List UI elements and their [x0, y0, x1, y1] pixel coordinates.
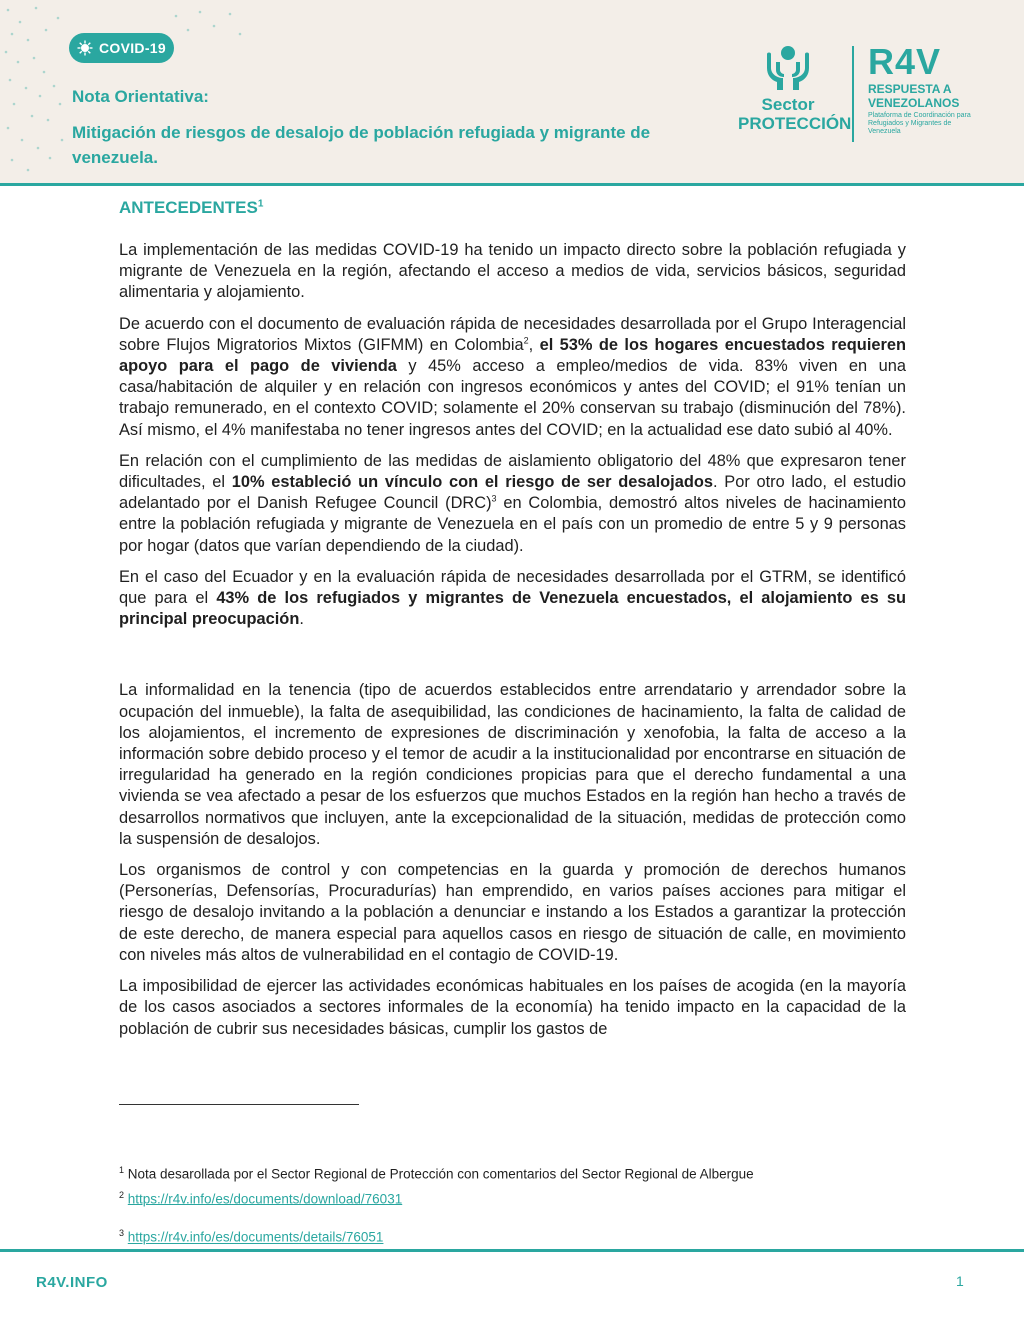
paragraph-3-text-c: en Colombia, demostró altos niveles de hacinamiento entre la población refugiada y migrante de Venezuela en el país con un promedio de entre 5 y 9 personas por hogar (datos que varían dependiendo de la ciudad). — [119, 494, 906, 555]
r4v-tagline-1: RESPUESTA A — [868, 82, 952, 96]
footnote-ref-3: 3 — [491, 493, 497, 504]
paragraph-3 — [119, 451, 906, 557]
r4v-logo — [868, 41, 978, 136]
covid-badge — [69, 33, 174, 63]
nota-title: Nota Orientativa: — [72, 87, 209, 106]
r4v-small-text: Plataforma de Coordinación para Refugiados y Migrantes de Venezuela — [868, 112, 971, 135]
paragraph-2-highlight: el 53% de los hogares encuestados requieren apoyo para el pago de vivienda — [119, 335, 906, 376]
section-heading-text: ANTECEDENTES — [119, 198, 258, 217]
footnote-2-link[interactable]: https://r4v.info/es/documents/download/76031 — [127, 1191, 403, 1206]
virus-icon — [77, 40, 93, 56]
footnote-ref-2: 2 — [523, 335, 529, 346]
footnote-separator — [119, 1104, 359, 1105]
paragraph-2-text-a: De acuerdo con el documento de evaluación rápida de necesidades desarrollada por el Grupo Interagencial sobre Flujos Migratorios Mixtos (GIFMM) en Colombia — [119, 314, 906, 354]
paragraph-6: Los organismos de control y con competencias en la guarda y promoción de derechos humanos (Personerías, Defensorías, Procuradurías) han emprendido, en varios países acciones para mitigar el riesgo de desalojo invitando a la población a denunciar e instando a los Estados a garantizar la protección de este derecho, de manera especial para aquellos casos en riesgo de situación de calle, en movimiento con niveles más altos de vulnerabilidad en el contagio de COVID-19. — [119, 861, 906, 964]
page-number: 1 — [956, 1273, 964, 1289]
paragraph-1: La implementación de las medidas COVID-19 ha tenido un impacto directo sobre la población refugiada y migrante de Venezuela en la región, afectando el acceso a medios de vida, servicios básicos, seguridad alimentaria y alojamiento. — [119, 241, 906, 302]
paragraph-2-text-c: y 45% acceso a empleo/medios de vida. 83% viven en una casa/habitación de alquiler y en relación con ingresos económicos y antes del COVID; el 91% tenían un trabajo remunerado, en el contexto COVID; solamente el 20% conservan su trabajo (disminución del 78%). Así mismo, el 4% manifestaba no tener ingresos antes del COVID; en la actualidad ese dato subió al 40%. — [119, 357, 906, 439]
footnote-1 — [119, 1160, 906, 1185]
paragraph-7: La imposibilidad de ejercer las actividades económicas habituales en los países de acogida (en la mayoría de los casos asociados a sectores informales de la economía) ha tenido impacto en la capacidad de la población de cubrir sus necesidades básicas, cumplir los gastos de — [119, 977, 906, 1038]
paragraph-4 — [119, 567, 906, 631]
footer-brand: R4V.INFO — [36, 1274, 108, 1291]
footer-rule — [0, 1249, 1024, 1252]
paragraph-3-text-b: . Por otro lado, el estudio adelantado por el Danish Refugee Council (DRC) — [119, 473, 907, 513]
footnote-2-number: 2 — [119, 1189, 125, 1200]
footnotes — [119, 1160, 906, 1248]
nota-subtitle: Mitigación de riesgos de desalojo de población refugiada y migrante de venezuela. — [72, 123, 651, 167]
hands-heart-icon — [763, 44, 813, 92]
paragraph-3-highlight: 10% estableció un vínculo con el riesgo de ser desalojados — [231, 473, 713, 492]
paragraph-4-highlight: 43% de los refugiados y migrantes de Venezuela encuestados, el alojamiento es su principal preocupación — [119, 589, 906, 629]
paragraph-4-text-b: . — [299, 610, 304, 629]
sector-logo-line1: Sector — [761, 95, 815, 114]
paragraph-4-text-a: En el caso del Ecuador y en la evaluación rápida de necesidades desarrollada por el GTRM, se identificó que para el — [119, 567, 906, 608]
section-heading — [119, 198, 906, 222]
badge-label: COVID-19 — [99, 40, 166, 56]
sector-logo-line2: PROTECCIÓN — [738, 114, 852, 133]
paragraph-3-text-a: En relación con el cumplimiento de las medidas de aislamiento obligatorio del 48% que expresaron tener dificultades, el — [119, 451, 906, 492]
paragraph-2 — [119, 314, 906, 441]
document-header — [0, 0, 1024, 186]
footnote-3-number: 3 — [119, 1228, 125, 1238]
footnote-1-number: 1 — [119, 1165, 125, 1175]
sector-proteccion-logo — [738, 44, 852, 144]
logo-divider — [852, 46, 854, 142]
footnote-3 — [119, 1223, 906, 1248]
footnote-1-text: Nota desarollada por el Sector Regional de Protección con comentarios del Sector Regional de Albergue — [124, 1166, 754, 1182]
document-body — [119, 198, 906, 1050]
r4v-logo-text: R4V — [868, 41, 942, 82]
paragraph-2-text-b: , — [528, 335, 540, 354]
paragraph-5: La informalidad en la tenencia (tipo de acuerdos establecidos entre arrendatario y arrendador sobre la ocupación del inmueble), la falta de asequibilidad, las condiciones de hacinamiento, la falta de calidad de los alojamientos, el incremento de expresiones de discriminación y xenofobia, la falta de acceso a la información sobre debido proceso y el temor de acudir a la institucionalidad por encontrarse en situación de irregularidad ha generado en la región condiciones propicias para que el derecho fundamental a una vivienda se vea afectado a pesar de los esfuerzos que muchos Estados en la región han hecho a través de desarrollos normativos que incluyen, ante la excepcionalidad de la situación, medidas de protección como la suspensión de desalojos. — [119, 681, 906, 848]
r4v-tagline-2: VENEZOLANOS — [868, 96, 960, 110]
footnote-2 — [119, 1185, 906, 1210]
paragraph-gap — [119, 640, 906, 680]
footnote-3-link[interactable]: https://r4v.info/es/documents/details/76051 — [127, 1229, 384, 1245]
footnote-ref-1: 1 — [257, 198, 264, 210]
